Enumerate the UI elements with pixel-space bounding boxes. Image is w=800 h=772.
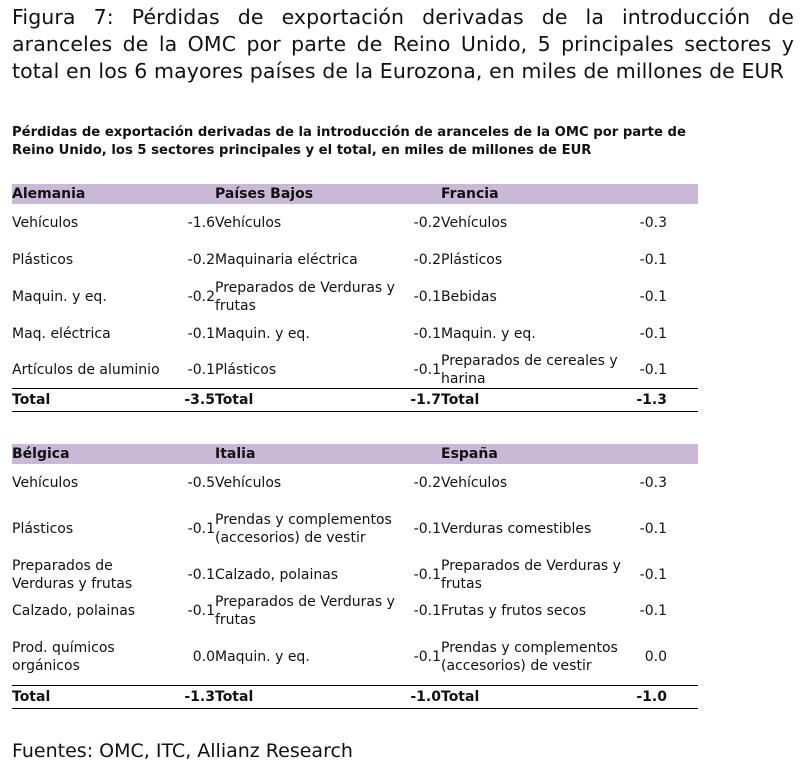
sector-value: -0.1 xyxy=(413,649,441,665)
country-header: Países Bajos xyxy=(215,186,314,202)
sector-value: 0.0 xyxy=(192,649,215,665)
sector-name: Preparados de Verduras y frutas xyxy=(215,279,395,314)
sector-value: -1.6 xyxy=(187,214,215,231)
sector-name: Vehículos xyxy=(12,214,79,231)
source-note: Fuentes: OMC, ITC, Allianz Research xyxy=(12,740,353,762)
sector-name: Maquin. y eq. xyxy=(12,288,107,305)
sector-name: Plásticos xyxy=(215,362,277,378)
country-header: Bélgica xyxy=(12,446,70,462)
sector-name: Maq. eléctrica xyxy=(12,325,111,342)
header-band xyxy=(12,184,698,204)
country-header: Italia xyxy=(215,446,256,462)
total-label: Total xyxy=(441,689,480,705)
table-row xyxy=(12,352,698,388)
total-value: -1.3 xyxy=(184,689,215,705)
sector-name: Prendas y complementos (accesorios) de vestir xyxy=(215,512,392,546)
sector-name: Calzado, polainas xyxy=(215,567,339,583)
sector-value: -0.1 xyxy=(639,521,667,537)
total-value: -1.0 xyxy=(410,689,441,705)
sector-name: Maquin. y eq. xyxy=(215,325,310,342)
table-subtitle: Pérdidas de exportación derivadas de la introducción de aranceles de la OMC por parte de Reino Unido, los 5 sectores principales y el total, en miles de millones de EUR xyxy=(12,125,686,158)
table-row xyxy=(12,241,698,278)
country-header: Francia xyxy=(441,186,499,202)
sector-value: -0.2 xyxy=(413,214,441,231)
sector-name: Vehículos xyxy=(215,474,282,491)
sector-name: Plásticos xyxy=(441,251,503,268)
table-row xyxy=(12,204,698,241)
sector-value: -0.1 xyxy=(187,362,215,378)
sector-value: -0.1 xyxy=(639,567,667,583)
country-header: España xyxy=(441,446,498,462)
sector-value: -0.3 xyxy=(639,214,667,231)
sector-value: -0.3 xyxy=(639,474,667,491)
sector-name: Prendas y complementos (accesorios) de vestir xyxy=(441,640,618,674)
sector-value: -0.1 xyxy=(639,603,667,619)
sector-value: -0.2 xyxy=(413,251,441,268)
sector-value: 0.0 xyxy=(644,649,667,665)
sector-name: Vehículos xyxy=(12,474,79,491)
sector-value: -0.1 xyxy=(413,603,441,619)
sector-name: Prod. químicos orgánicos xyxy=(12,640,115,674)
sector-value: -0.5 xyxy=(187,474,215,491)
table-block-2 xyxy=(12,444,698,709)
total-value: -1.7 xyxy=(410,392,441,408)
table-row xyxy=(12,278,698,315)
sector-name: Vehículos xyxy=(441,474,508,491)
sector-value: -0.1 xyxy=(639,288,667,305)
sector-value: -0.2 xyxy=(187,251,215,268)
sector-value: -0.1 xyxy=(413,567,441,583)
total-label: Total xyxy=(215,392,254,408)
sector-name: Plásticos xyxy=(12,521,74,537)
sector-name: Plásticos xyxy=(12,251,74,268)
sector-value: -0.1 xyxy=(187,603,215,619)
sector-name: Preparados de Verduras y frutas xyxy=(12,558,133,592)
sector-value: -0.1 xyxy=(187,325,215,342)
total-row xyxy=(12,685,698,709)
sector-name: Vehículos xyxy=(215,214,282,231)
table-row xyxy=(12,464,698,501)
table-row xyxy=(12,593,698,629)
table-block-1 xyxy=(12,184,698,412)
total-label: Total xyxy=(12,392,51,408)
sector-name: Maquinaria eléctrica xyxy=(215,251,358,268)
table-row xyxy=(12,557,698,593)
sector-value: -0.1 xyxy=(413,521,441,537)
sector-name: Preparados de cereales y harina xyxy=(441,353,618,387)
sector-name: Preparados de Verduras y frutas xyxy=(215,594,395,628)
total-label: Total xyxy=(12,689,51,705)
sector-value: -0.2 xyxy=(187,288,215,305)
total-value: -3.5 xyxy=(184,392,215,408)
sector-value: -0.1 xyxy=(413,325,441,342)
total-value: -1.0 xyxy=(636,689,667,705)
sector-value: -0.1 xyxy=(639,325,667,342)
figure-title: Figura 7: Pérdidas de exportación derivadas de la introducción de aranceles de la OMC por parte de Reino Unido, 5 principales sectores y total en los 6 mayores países de la Eurozona, en miles de millones de EUR xyxy=(12,5,794,83)
sector-value: -0.1 xyxy=(187,521,215,537)
sector-value: -0.1 xyxy=(413,362,441,378)
sector-value: -0.1 xyxy=(639,251,667,268)
sector-name: Preparados de Verduras y frutas xyxy=(441,558,621,592)
sector-name: Maquin. y eq. xyxy=(441,325,536,342)
sector-name: Verduras comestibles xyxy=(441,521,592,537)
header-band xyxy=(12,444,698,464)
country-header: Alemania xyxy=(12,186,86,202)
sector-value: -0.2 xyxy=(413,474,441,491)
table-row xyxy=(12,315,698,352)
sector-name: Frutas y frutos secos xyxy=(441,603,587,619)
table-row xyxy=(12,629,698,685)
total-value: -1.3 xyxy=(636,392,667,408)
sector-name: Calzado, polainas xyxy=(12,603,136,619)
total-label: Total xyxy=(215,689,254,705)
sector-name: Artículos de aluminio xyxy=(12,362,160,378)
table-row xyxy=(12,501,698,557)
sector-name: Maquin. y eq. xyxy=(215,649,310,665)
sector-value: -0.1 xyxy=(413,288,441,305)
total-label: Total xyxy=(441,392,480,408)
sector-name: Bebidas xyxy=(441,288,497,305)
sector-name: Vehículos xyxy=(441,214,508,231)
total-row xyxy=(12,388,698,412)
sector-value: -0.1 xyxy=(639,362,667,378)
sector-value: -0.1 xyxy=(187,567,215,583)
